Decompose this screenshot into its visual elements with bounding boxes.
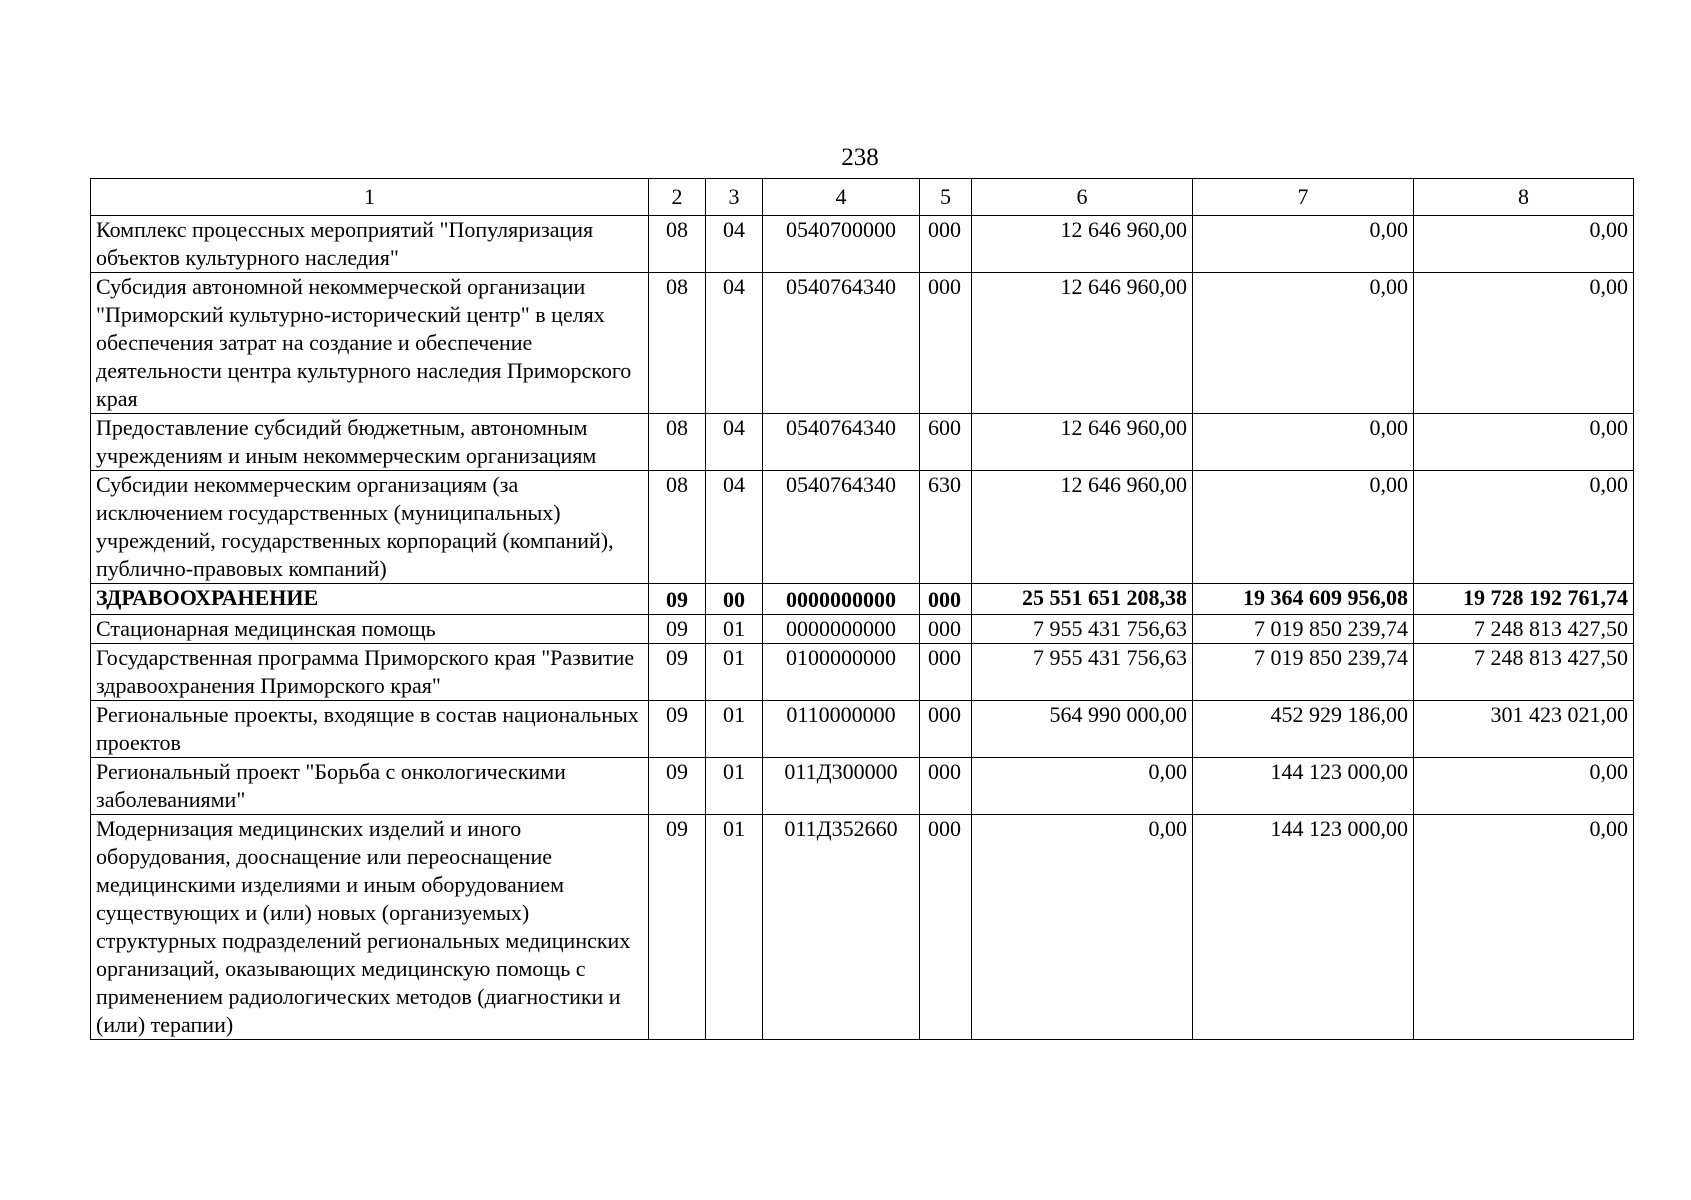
target-article-code: 0540764340 <box>763 471 920 584</box>
expense-type-code: 000 <box>920 644 972 701</box>
amount-col-8: 301 423 021,00 <box>1414 701 1634 758</box>
target-article-code: 0100000000 <box>763 644 920 701</box>
section-code: 09 <box>649 815 706 1040</box>
header-cell: 3 <box>706 179 763 216</box>
subsection-code: 01 <box>706 644 763 701</box>
table-row <box>91 273 1634 414</box>
amount-col-6: 12 646 960,00 <box>972 471 1193 584</box>
subsection-code: 01 <box>706 815 763 1040</box>
subsection-code: 01 <box>706 758 763 815</box>
expense-type-code: 000 <box>920 584 972 615</box>
subsection-code: 01 <box>706 701 763 758</box>
target-article-code: 0110000000 <box>763 701 920 758</box>
subsection-code: 04 <box>706 471 763 584</box>
subsection-code: 04 <box>706 216 763 273</box>
row-name: ЗДРАВООХРАНЕНИЕ <box>91 584 649 615</box>
section-code: 09 <box>649 758 706 815</box>
row-name: Государственная программа Приморского края "Развитие здравоохранения Приморского края" <box>91 644 649 701</box>
section-code: 09 <box>649 584 706 615</box>
section-code: 08 <box>649 216 706 273</box>
amount-col-7: 0,00 <box>1193 414 1414 471</box>
amount-col-8: 7 248 813 427,50 <box>1414 615 1634 644</box>
table-row <box>91 414 1634 471</box>
expense-type-code: 630 <box>920 471 972 584</box>
header-cell: 2 <box>649 179 706 216</box>
amount-col-8: 0,00 <box>1414 471 1634 584</box>
expense-type-code: 000 <box>920 758 972 815</box>
subsection-code: 01 <box>706 615 763 644</box>
amount-col-6: 0,00 <box>972 758 1193 815</box>
subsection-code: 00 <box>706 584 763 615</box>
target-article-code: 0000000000 <box>763 615 920 644</box>
target-article-code: 0540764340 <box>763 273 920 414</box>
target-article-code: 0540764340 <box>763 414 920 471</box>
table-row <box>91 615 1634 644</box>
amount-col-7: 19 364 609 956,08 <box>1193 584 1414 615</box>
amount-col-6: 7 955 431 756,63 <box>972 615 1193 644</box>
table-row-section-total <box>91 584 1634 615</box>
section-code: 08 <box>649 471 706 584</box>
header-cell: 4 <box>763 179 920 216</box>
expense-type-code: 000 <box>920 615 972 644</box>
section-code: 09 <box>649 644 706 701</box>
header-cell: 6 <box>972 179 1193 216</box>
amount-col-8: 0,00 <box>1414 273 1634 414</box>
row-name: Предоставление субсидий бюджетным, автономным учреждениям и иным некоммерческим организациям <box>91 414 649 471</box>
amount-col-7: 144 123 000,00 <box>1193 815 1414 1040</box>
row-name: Региональный проект "Борьба с онкологическими заболеваниями" <box>91 758 649 815</box>
amount-col-7: 452 929 186,00 <box>1193 701 1414 758</box>
amount-col-6: 0,00 <box>972 815 1193 1040</box>
section-code: 09 <box>649 615 706 644</box>
amount-col-7: 144 123 000,00 <box>1193 758 1414 815</box>
table-row <box>91 701 1634 758</box>
expense-type-code: 600 <box>920 414 972 471</box>
target-article-code: 0000000000 <box>763 584 920 615</box>
target-article-code: 011Д352660 <box>763 815 920 1040</box>
amount-col-7: 0,00 <box>1193 216 1414 273</box>
amount-col-8: 19 728 192 761,74 <box>1414 584 1634 615</box>
expense-type-code: 000 <box>920 216 972 273</box>
amount-col-8: 0,00 <box>1414 758 1634 815</box>
row-name: Региональные проекты, входящие в состав национальных проектов <box>91 701 649 758</box>
amount-col-8: 0,00 <box>1414 815 1634 1040</box>
table-row <box>91 815 1634 1040</box>
page-number: 238 <box>841 144 879 171</box>
expense-type-code: 000 <box>920 273 972 414</box>
amount-col-6: 25 551 651 208,38 <box>972 584 1193 615</box>
budget-table <box>90 178 1634 1040</box>
amount-col-6: 12 646 960,00 <box>972 216 1193 273</box>
target-article-code: 0540700000 <box>763 216 920 273</box>
table-row <box>91 216 1634 273</box>
section-code: 08 <box>649 414 706 471</box>
subsection-code: 04 <box>706 414 763 471</box>
amount-col-6: 564 990 000,00 <box>972 701 1193 758</box>
row-name: Стационарная медицинская помощь <box>91 615 649 644</box>
table-row <box>91 644 1634 701</box>
expense-type-code: 000 <box>920 701 972 758</box>
amount-col-8: 0,00 <box>1414 216 1634 273</box>
amount-col-8: 7 248 813 427,50 <box>1414 644 1634 701</box>
amount-col-6: 12 646 960,00 <box>972 414 1193 471</box>
amount-col-7: 7 019 850 239,74 <box>1193 644 1414 701</box>
subsection-code: 04 <box>706 273 763 414</box>
amount-col-7: 0,00 <box>1193 273 1414 414</box>
amount-col-7: 7 019 850 239,74 <box>1193 615 1414 644</box>
section-code: 09 <box>649 701 706 758</box>
header-cell: 7 <box>1193 179 1414 216</box>
row-name: Субсидия автономной некоммерческой организации "Приморский культурно-исторический центр" в целях обеспечения затрат на создание и обеспечение деятельности центра культурного наследия Приморского края <box>91 273 649 414</box>
table-row <box>91 758 1634 815</box>
section-code: 08 <box>649 273 706 414</box>
amount-col-8: 0,00 <box>1414 414 1634 471</box>
amount-col-6: 7 955 431 756,63 <box>972 644 1193 701</box>
row-name: Комплекс процессных мероприятий "Популяризация объектов культурного наследия" <box>91 216 649 273</box>
row-name: Модернизация медицинских изделий и иного оборудования, дооснащение или переоснащение медицинскими изделиями и иным оборудованием существующих и (или) новых (организуемых) структурных подразделений региональных медицинских организаций, оказывающих медицинскую помощь с применением радиологических методов (диагностики и (или) терапии) <box>91 815 649 1040</box>
header-row <box>91 179 1634 216</box>
table-row <box>91 471 1634 584</box>
expense-type-code: 000 <box>920 815 972 1040</box>
header-cell: 8 <box>1414 179 1634 216</box>
row-name: Субсидии некоммерческим организациям (за исключением государственных (муниципальных) учреждений, государственных корпораций (компаний), публично-правовых компаний) <box>91 471 649 584</box>
amount-col-6: 12 646 960,00 <box>972 273 1193 414</box>
target-article-code: 011Д300000 <box>763 758 920 815</box>
header-cell: 5 <box>920 179 972 216</box>
amount-col-7: 0,00 <box>1193 471 1414 584</box>
header-cell: 1 <box>91 179 649 216</box>
